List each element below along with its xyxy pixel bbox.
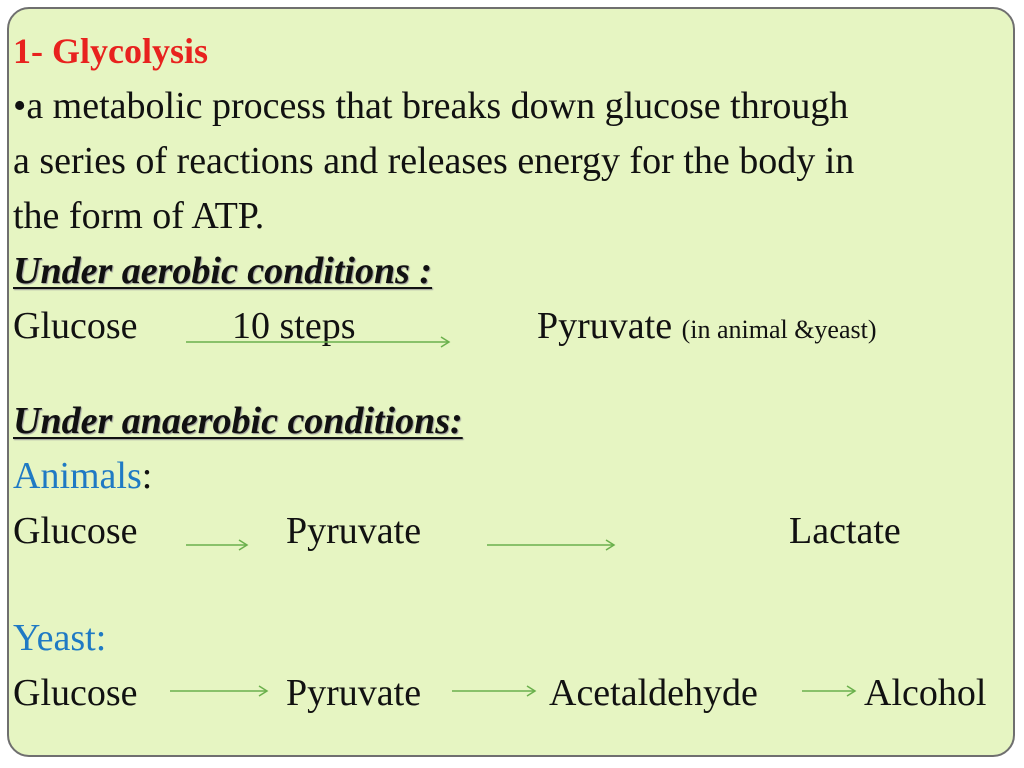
aerobic-pyruvate: Pyruvate (in animal &yeast): [537, 305, 877, 347]
yeast-arrow-1-icon: [170, 684, 270, 698]
slide-title: 1- Glycolysis: [13, 31, 208, 71]
yeast-arrow-3-icon: [802, 684, 858, 698]
aerobic-arrow-icon: [186, 335, 452, 349]
animals-lactate: Lactate: [789, 510, 901, 552]
animals-label: Animals:: [13, 455, 153, 497]
anaerobic-heading: Under anaerobic conditions:: [13, 400, 463, 442]
aerobic-steps-label: 10 steps: [232, 305, 356, 347]
bullet: •: [13, 85, 27, 127]
definition-line-1: •a metabolic process that breaks down glucose through: [13, 85, 849, 127]
yeast-acetaldehyde: Acetaldehyde: [549, 672, 758, 714]
definition-line-3: the form of ATP.: [13, 195, 265, 237]
definition-line-2: a series of reactions and releases energy for the body in: [13, 140, 855, 182]
yeast-alcohol: Alcohol: [864, 672, 987, 714]
animals-arrow-2-icon: [487, 538, 617, 552]
yeast-pyruvate: Pyruvate: [286, 672, 422, 714]
yeast-arrow-2-icon: [452, 684, 538, 698]
animals-glucose: Glucose: [13, 510, 138, 552]
animals-arrow-1-icon: [186, 538, 250, 552]
aerobic-heading: Under aerobic conditions :: [13, 250, 433, 292]
yeast-label: Yeast:: [13, 617, 107, 659]
yeast-glucose: Glucose: [13, 672, 138, 714]
aerobic-glucose: Glucose: [13, 305, 138, 347]
aerobic-note: (in animal &yeast): [681, 315, 877, 344]
slide: [7, 7, 1015, 757]
animals-pyruvate: Pyruvate: [286, 510, 422, 552]
